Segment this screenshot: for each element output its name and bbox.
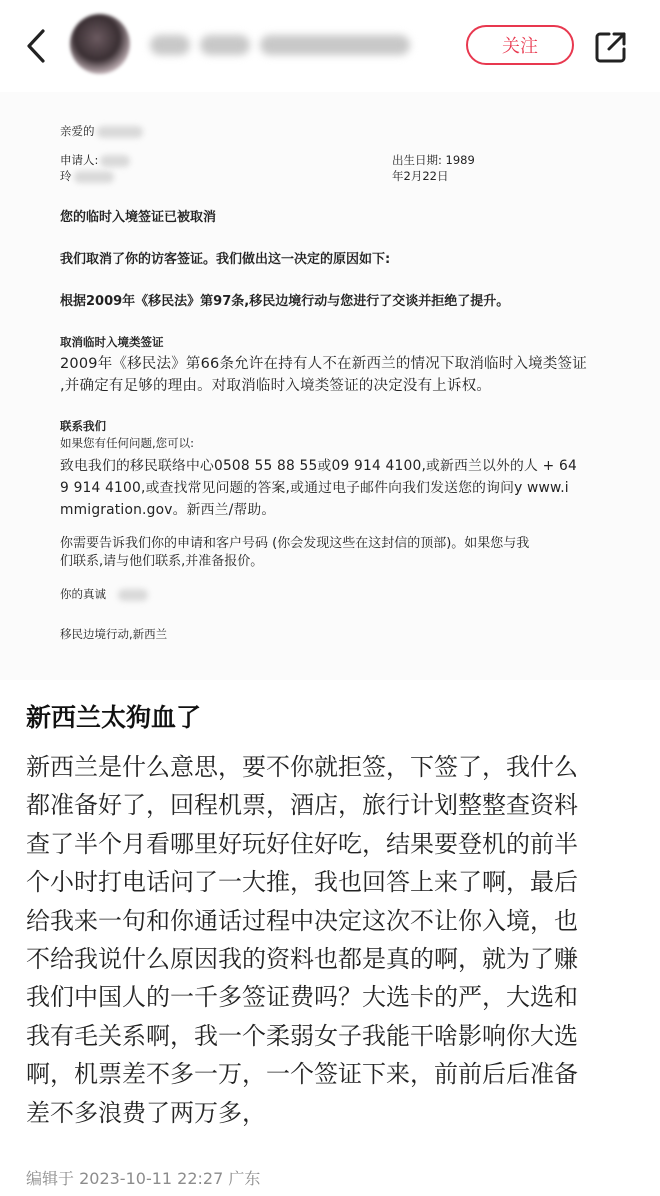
top-bar [0,0,660,92]
share-icon [593,29,629,65]
letter-tell-line1: 你需要告诉我们你的申请和客户号码 (你会发现这些在这封信的顶部)。如果您与我 [60,536,530,551]
letter-applicant-name: 玲 [60,168,114,184]
post-body [26,748,638,1132]
letter-tell-line2: 们联系,请与他们联系,并准备报价。 [60,554,264,569]
post-line: 查了半个月看哪里好玩好住好吃，结果要登机的前半 [26,829,578,858]
letter-cancel-line2: ,并确定有足够的理由。对取消临时入境类签证的决定没有上诉权。 [60,378,492,394]
chevron-left-icon [25,28,47,64]
letter-contact-line1: 致电我们的移民联络中心0508 55 88 55或09 914 4100,或新西兰以外的人 + 64 [60,458,577,474]
post-edit-meta: 编辑于 2023-10-11 22:27 广东 [26,1169,261,1188]
post-line: 给我来一句和你通话过程中决定这次不让你入境，也 [26,906,578,935]
letter-contact-line3: mmigration.gov。新西兰/帮助。 [60,502,276,518]
post-line: 差不多浪费了两万多， [26,1098,266,1127]
post-line: 我们中国人的一千多签证费吗？大选卡的严，大选和 [26,983,578,1012]
post-line: 不给我说什么原因我的资料也都是真的啊，就为了赚 [26,945,578,974]
letter-dob-line2: 年2月22日 [392,169,449,183]
letter-reason-intro: 我们取消了你的访客签证。我们做出这一决定的原因如下: [60,252,391,267]
follow-button[interactable]: 关注 [466,25,574,65]
share-button[interactable] [590,26,632,68]
letter-applicant: 申请人: [60,152,130,168]
letter-contact-intro: 如果您有任何问题,您可以: [60,436,195,450]
post-title: 新西兰太狗血了 [26,703,202,732]
post-line: 都准备好了，回程机票，酒店，旅行计划整整查资料 [26,791,578,820]
avatar[interactable] [70,14,130,74]
post-line: 啊，机票差不多一万，一个签证下来，前前后后准备 [26,1060,578,1089]
letter-image[interactable] [0,92,660,680]
letter-closing: 你的真诚 [60,586,148,602]
letter-greeting: 亲爱的 [60,123,143,139]
letter-contact-line2: 9 914 4100,或查找常见问题的答案,或通过电子邮件向我们发送您的询问y www.i [60,480,569,496]
back-button[interactable] [18,24,54,68]
letter-subject: 您的临时入境签证已被取消 [60,210,217,225]
post-line: 新西兰是什么意思，要不你就拒签，下签了，我什么 [26,753,578,781]
username-blurred[interactable] [150,28,430,62]
letter-cancel-title: 取消临时入境类签证 [60,335,164,349]
letter-dob-line1: 出生日期: 1989 [392,153,475,167]
post-line: 我有毛关系啊，我一个柔弱女子我能干啥影响你大选 [26,1021,578,1050]
letter-reason: 根据2009年《移民法》第97条,移民边境行动与您进行了交谈并拒绝了提升。 [60,294,510,309]
post-line: 个小时打电话问了一大推，我也回答上来了啊，最后 [26,868,578,897]
letter-contact-title: 联系我们 [60,419,106,433]
letter-cancel-line1: 2009年《移民法》第66条允许在持有人不在新西兰的情况下取消临时入境类签证 [60,356,587,372]
letter-signature: 移民边境行动,新西兰 [60,627,168,641]
